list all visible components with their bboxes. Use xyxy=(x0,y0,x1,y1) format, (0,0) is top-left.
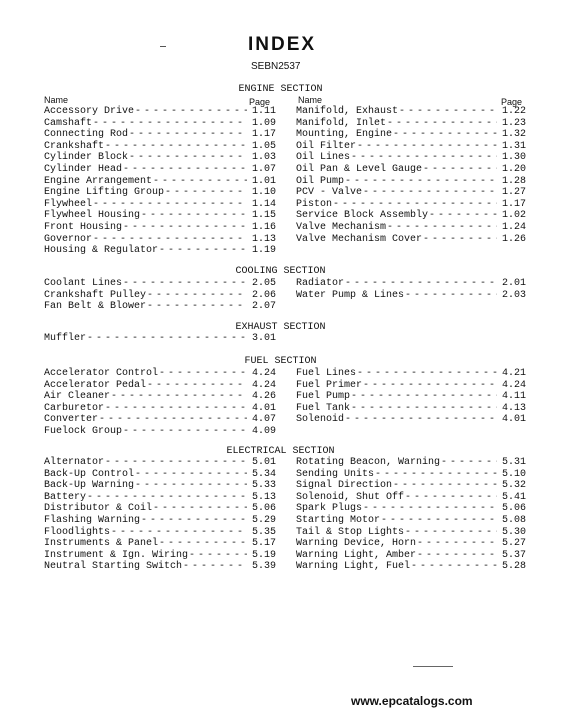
entry-page: 5.35 xyxy=(251,526,276,538)
dot-leader xyxy=(387,118,497,130)
index-entry xyxy=(44,469,276,481)
entry-page: 4.07 xyxy=(251,414,276,426)
dot-leader xyxy=(147,290,247,302)
entry-page: 5.27 xyxy=(501,538,526,550)
entry-page: 1.02 xyxy=(501,210,526,222)
index-entry xyxy=(44,333,276,345)
entry-page: 1.09 xyxy=(251,117,276,129)
index-entry xyxy=(296,457,526,469)
dot-leader xyxy=(87,333,247,345)
entry-name: Housing & Regulator xyxy=(44,245,159,257)
index-entry xyxy=(296,106,526,118)
dot-leader xyxy=(153,176,247,188)
index-entry xyxy=(296,141,526,153)
engine-right-list xyxy=(296,106,526,245)
entry-page: 1.07 xyxy=(251,163,276,175)
index-entry xyxy=(296,129,526,141)
dot-leader xyxy=(405,527,497,539)
entry-page: 1.17 xyxy=(501,198,526,210)
index-entry xyxy=(296,118,526,130)
entry-name: Oil Pan & Level Gauge xyxy=(296,163,423,175)
section-heading-electrical: ELECTRICAL SECTION xyxy=(226,446,335,457)
index-entry xyxy=(296,368,526,380)
dot-leader xyxy=(141,210,247,222)
entry-name: Cylinder Head xyxy=(44,163,123,175)
entry-page: 1.26 xyxy=(501,233,526,245)
entry-name: Tail & Stop Lights xyxy=(296,526,405,538)
entry-page: 5.13 xyxy=(251,491,276,503)
entry-page: 1.16 xyxy=(251,221,276,233)
entry-page: 5.34 xyxy=(251,468,276,480)
index-entry xyxy=(296,391,526,403)
entry-page: 2.05 xyxy=(251,278,276,289)
dot-leader xyxy=(93,234,247,246)
index-entry xyxy=(44,480,276,492)
index-entry xyxy=(296,469,526,481)
dot-leader xyxy=(183,561,247,573)
entry-name: Coolant Lines xyxy=(44,278,123,289)
dot-leader xyxy=(99,414,247,426)
entry-name: Muffler xyxy=(44,333,87,344)
entry-page: 4.21 xyxy=(501,368,526,379)
entry-page: 5.39 xyxy=(251,561,276,573)
entry-page: 1.14 xyxy=(251,198,276,210)
index-entry xyxy=(296,164,526,176)
entry-name: Camshaft xyxy=(44,117,93,129)
index-entry xyxy=(44,187,276,199)
dot-leader xyxy=(351,391,497,403)
index-entry xyxy=(296,234,526,246)
dot-leader xyxy=(393,129,497,141)
entry-name: Neutral Starting Switch xyxy=(44,561,183,573)
engine-left-list xyxy=(44,106,276,257)
entry-name: Flywheel xyxy=(44,198,93,210)
document-code: SEBN2537 xyxy=(251,61,301,72)
index-entry xyxy=(296,515,526,527)
entry-name: Fan Belt & Blower xyxy=(44,301,147,313)
index-entry xyxy=(44,492,276,504)
index-entry xyxy=(44,538,276,550)
entry-name: Engine Lifting Group xyxy=(44,187,165,199)
divider-line xyxy=(413,666,453,667)
dot-leader xyxy=(123,222,247,234)
entry-name: Warning Light, Amber xyxy=(296,549,417,561)
entry-name: Solenoid xyxy=(296,414,345,426)
entry-name: Flashing Warning xyxy=(44,514,141,526)
entry-name: Air Cleaner xyxy=(44,391,111,403)
entry-name: Solenoid, Shut Off xyxy=(296,491,405,503)
entry-name: Fuelock Group xyxy=(44,425,123,437)
entry-name: Piston xyxy=(296,198,333,210)
entry-page: 5.06 xyxy=(501,503,526,515)
dot-leader xyxy=(441,457,497,469)
electrical-left-list xyxy=(44,457,276,573)
index-entry xyxy=(44,426,276,438)
entry-page: 1.19 xyxy=(251,245,276,257)
entry-page: 5.37 xyxy=(501,549,526,561)
index-entry xyxy=(44,527,276,539)
dot-leader xyxy=(165,187,247,199)
section-heading-fuel: FUEL SECTION xyxy=(244,356,317,367)
entry-page: 4.11 xyxy=(501,391,526,403)
dot-leader xyxy=(387,222,497,234)
index-entry xyxy=(44,414,276,426)
entry-name: Instrument & Ign. Wiring xyxy=(44,549,189,561)
entry-page: 5.33 xyxy=(251,480,276,492)
entry-page: 1.31 xyxy=(501,140,526,152)
entry-page: 2.06 xyxy=(251,289,276,301)
entry-page: 5.41 xyxy=(501,491,526,503)
dot-leader xyxy=(111,527,247,539)
index-entry xyxy=(296,561,526,573)
entry-page: 1.32 xyxy=(501,129,526,141)
entry-page: 4.24 xyxy=(251,368,276,379)
entry-name: Mounting, Engine xyxy=(296,129,393,141)
entry-page: 5.08 xyxy=(501,514,526,526)
electrical-right-list xyxy=(296,457,526,573)
index-entry xyxy=(44,457,276,469)
dot-leader xyxy=(135,469,247,481)
entry-page: 4.24 xyxy=(251,379,276,391)
index-entry xyxy=(44,368,276,380)
index-entry xyxy=(44,391,276,403)
dot-leader xyxy=(393,480,497,492)
entry-name: Converter xyxy=(44,414,99,426)
entry-page: 5.10 xyxy=(501,468,526,480)
index-entry xyxy=(44,380,276,392)
dot-leader xyxy=(363,503,497,515)
dot-leader xyxy=(429,210,497,222)
dot-leader xyxy=(159,538,247,550)
entry-name: Fuel Tank xyxy=(296,402,351,414)
entry-name: Alternator xyxy=(44,457,105,468)
entry-name: Signal Direction xyxy=(296,480,393,492)
entry-name: Accelerator Control xyxy=(44,368,159,379)
index-entry xyxy=(296,222,526,234)
index-entry xyxy=(44,141,276,153)
entry-name: Back-Up Warning xyxy=(44,480,135,492)
dot-leader xyxy=(105,457,247,469)
entry-page: 1.01 xyxy=(251,175,276,187)
section-heading-exhaust: EXHAUST SECTION xyxy=(235,322,326,333)
entry-name: Spark Plugs xyxy=(296,503,363,515)
fuel-right-list xyxy=(296,368,526,426)
section-heading-cooling: COOLING SECTION xyxy=(235,266,326,277)
scan-mark xyxy=(160,46,166,47)
index-entry xyxy=(44,129,276,141)
dot-leader xyxy=(357,368,497,380)
entry-page: 5.29 xyxy=(251,514,276,526)
dot-leader xyxy=(405,492,497,504)
entry-name: Crankshaft Pulley xyxy=(44,289,147,301)
index-entry xyxy=(44,176,276,188)
entry-name: Oil Lines xyxy=(296,152,351,164)
entry-name: Oil Filter xyxy=(296,140,357,152)
index-entry xyxy=(44,403,276,415)
entry-page: 1.23 xyxy=(501,117,526,129)
page-title: INDEX xyxy=(248,34,317,55)
entry-page: 1.28 xyxy=(501,175,526,187)
dot-leader xyxy=(423,164,497,176)
entry-name: Accelerator Pedal xyxy=(44,379,147,391)
dot-leader xyxy=(345,278,497,290)
dot-leader xyxy=(363,380,497,392)
entry-name: Front Housing xyxy=(44,221,123,233)
index-entry xyxy=(296,503,526,515)
dot-leader xyxy=(123,278,247,290)
entry-page: 5.28 xyxy=(501,561,526,573)
index-entry xyxy=(44,301,276,313)
entry-page: 1.10 xyxy=(251,187,276,199)
index-entry xyxy=(296,199,526,211)
dot-leader xyxy=(153,503,247,515)
index-entry xyxy=(296,538,526,550)
dot-leader xyxy=(411,561,497,573)
index-entry xyxy=(296,187,526,199)
index-entry xyxy=(296,380,526,392)
entry-name: Governor xyxy=(44,233,93,245)
entry-name: Connecting Rod xyxy=(44,129,129,141)
dot-leader xyxy=(417,538,497,550)
dot-leader xyxy=(129,152,247,164)
entry-page: 1.30 xyxy=(501,152,526,164)
index-entry xyxy=(44,550,276,562)
entry-name: PCV - Valve xyxy=(296,187,363,199)
index-entry xyxy=(296,290,526,302)
dot-leader xyxy=(159,368,247,380)
index-entry xyxy=(296,278,526,290)
entry-page: 3.01 xyxy=(251,333,276,344)
index-entry xyxy=(44,245,276,257)
cooling-left-list xyxy=(44,278,276,313)
header-name-left: Name xyxy=(44,95,69,105)
entry-name: Service Block Assembly xyxy=(296,210,429,222)
dot-leader xyxy=(345,414,497,426)
index-entry xyxy=(296,210,526,222)
cooling-right-list xyxy=(296,278,526,301)
dot-leader xyxy=(105,403,247,415)
section-heading-engine: ENGINE SECTION xyxy=(238,84,323,95)
index-entry xyxy=(296,480,526,492)
index-entry xyxy=(296,492,526,504)
entry-page: 5.31 xyxy=(501,457,526,468)
header-page-left: Page xyxy=(249,97,271,107)
entry-page: 5.30 xyxy=(501,526,526,538)
index-entry xyxy=(44,290,276,302)
entry-page: 4.01 xyxy=(501,414,526,426)
entry-page: 4.24 xyxy=(501,379,526,391)
entry-name: Floodlights xyxy=(44,526,111,538)
dot-leader xyxy=(135,106,247,118)
entry-name: Water Pump & Lines xyxy=(296,289,405,301)
dot-leader xyxy=(105,141,247,153)
index-entry xyxy=(44,152,276,164)
header-name-right: Name xyxy=(298,95,323,105)
entry-page: 1.22 xyxy=(501,106,526,117)
index-entry xyxy=(44,210,276,222)
entry-name: Warning Device, Horn xyxy=(296,538,417,550)
dot-leader xyxy=(147,301,247,313)
dot-leader xyxy=(351,403,497,415)
dot-leader xyxy=(87,492,247,504)
entry-page: 1.20 xyxy=(501,163,526,175)
dot-leader xyxy=(129,129,247,141)
entry-page: 1.17 xyxy=(251,129,276,141)
index-entry xyxy=(44,118,276,130)
entry-name: Flywheel Housing xyxy=(44,210,141,222)
entry-page: 1.27 xyxy=(501,187,526,199)
fuel-left-list xyxy=(44,368,276,438)
index-entry xyxy=(44,199,276,211)
index-entry xyxy=(296,403,526,415)
index-entry xyxy=(44,561,276,573)
index-entry xyxy=(44,106,276,118)
index-entry xyxy=(44,278,276,290)
entry-page: 4.26 xyxy=(251,391,276,403)
entry-page: 1.05 xyxy=(251,140,276,152)
entry-name: Starting Motor xyxy=(296,514,381,526)
entry-page: 1.24 xyxy=(501,221,526,233)
index-entry xyxy=(44,222,276,234)
index-entry xyxy=(44,164,276,176)
entry-name: Accessory Drive xyxy=(44,106,135,117)
dot-leader xyxy=(147,380,247,392)
dot-leader xyxy=(93,118,247,130)
dot-leader xyxy=(357,141,497,153)
entry-page: 1.03 xyxy=(251,152,276,164)
entry-name: Crankshaft xyxy=(44,140,105,152)
entry-name: Engine Arrangement xyxy=(44,175,153,187)
entry-name: Back-Up Control xyxy=(44,468,135,480)
dot-leader xyxy=(189,550,247,562)
entry-name: Distributor & Coil xyxy=(44,503,153,515)
entry-name: Carburetor xyxy=(44,402,105,414)
index-entry xyxy=(296,527,526,539)
entry-page: 5.32 xyxy=(501,480,526,492)
entry-name: Instruments & Panel xyxy=(44,538,159,550)
entry-name: Fuel Pump xyxy=(296,391,351,403)
dot-leader xyxy=(141,515,247,527)
entry-page: 2.01 xyxy=(501,278,526,289)
header-page-right: Page xyxy=(501,97,523,107)
dot-leader xyxy=(405,290,497,302)
exhaust-left-list xyxy=(44,333,276,345)
entry-page: 2.03 xyxy=(501,289,526,301)
entry-page: 1.13 xyxy=(251,233,276,245)
entry-name: Valve Mechanism xyxy=(296,221,387,233)
index-entry xyxy=(296,550,526,562)
dot-leader xyxy=(333,199,497,211)
entry-name: Battery xyxy=(44,491,87,503)
index-entry xyxy=(44,503,276,515)
entry-name: Valve Mechanism Cover xyxy=(296,233,423,245)
dot-leader xyxy=(417,550,497,562)
dot-leader xyxy=(351,152,497,164)
entry-name: Oil Pump xyxy=(296,175,345,187)
dot-leader xyxy=(381,515,497,527)
entry-page: 2.07 xyxy=(251,301,276,313)
entry-name: Rotating Beacon, Warning xyxy=(296,457,441,468)
entry-name: Fuel Primer xyxy=(296,379,363,391)
entry-page: 1.15 xyxy=(251,210,276,222)
dot-leader xyxy=(363,187,497,199)
index-entry xyxy=(44,234,276,246)
entry-page: 5.19 xyxy=(251,549,276,561)
dot-leader xyxy=(135,480,247,492)
footer-url[interactable]: www.epcatalogs.com xyxy=(351,694,473,708)
dot-leader xyxy=(399,106,497,118)
entry-name: Cylinder Block xyxy=(44,152,129,164)
dot-leader xyxy=(375,469,497,481)
entry-page: 4.13 xyxy=(501,402,526,414)
entry-name: Manifold, Inlet xyxy=(296,117,387,129)
index-entry xyxy=(296,414,526,426)
dot-leader xyxy=(423,234,497,246)
dot-leader xyxy=(93,199,247,211)
index-entry xyxy=(296,152,526,164)
dot-leader xyxy=(111,391,247,403)
dot-leader xyxy=(159,245,247,257)
dot-leader xyxy=(123,164,247,176)
entry-page: 5.06 xyxy=(251,503,276,515)
entry-name: Radiator xyxy=(296,278,345,289)
entry-name: Fuel Lines xyxy=(296,368,357,379)
entry-page: 4.09 xyxy=(251,425,276,437)
entry-page: 5.17 xyxy=(251,538,276,550)
entry-name: Sending Units xyxy=(296,468,375,480)
dot-leader xyxy=(345,176,497,188)
entry-page: 5.01 xyxy=(251,457,276,468)
index-entry xyxy=(296,176,526,188)
entry-page: 1.11 xyxy=(251,106,276,117)
entry-name: Manifold, Exhaust xyxy=(296,106,399,117)
dot-leader xyxy=(123,426,247,438)
index-entry xyxy=(44,515,276,527)
entry-page: 4.01 xyxy=(251,402,276,414)
entry-name: Warning Light, Fuel xyxy=(296,561,411,573)
